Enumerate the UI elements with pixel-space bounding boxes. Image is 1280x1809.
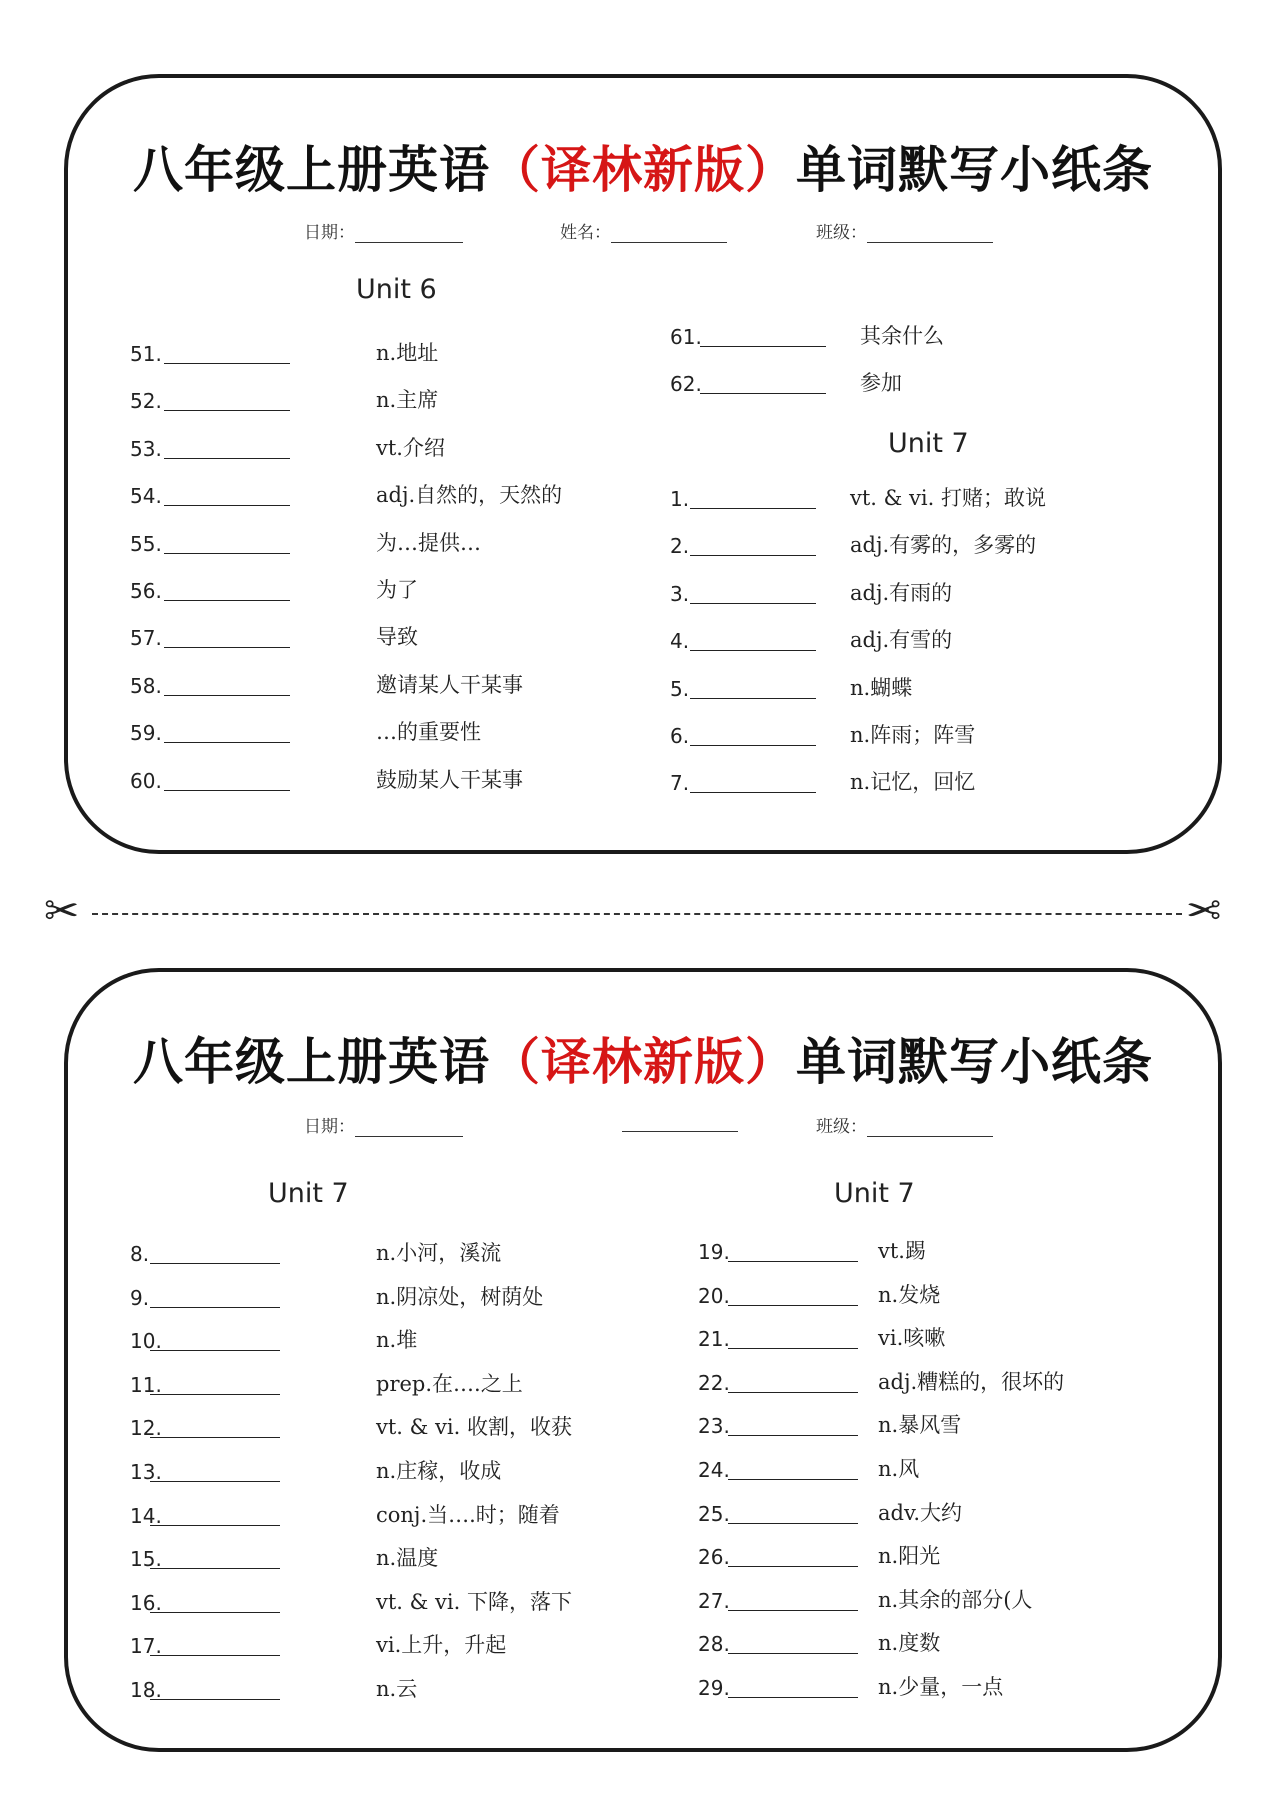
word-definition: 为…提供… — [376, 530, 481, 555]
name-field — [622, 1112, 738, 1132]
item-number: 15. — [130, 1547, 162, 1572]
word-row — [698, 1408, 1218, 1442]
word-row — [698, 1278, 1218, 1312]
answer-blank[interactable] — [728, 1435, 858, 1436]
unit-heading-left: Unit 6 — [356, 274, 437, 305]
item-number: 9. — [130, 1285, 150, 1310]
answer-blank[interactable] — [690, 698, 816, 699]
word-row — [130, 1367, 650, 1401]
item-number: 17. — [130, 1634, 162, 1659]
item-number: 53. — [130, 436, 162, 461]
answer-blank[interactable] — [150, 1307, 280, 1308]
answer-blank[interactable] — [150, 1568, 280, 1569]
item-number: 1. — [670, 487, 690, 511]
word-row — [670, 576, 1190, 610]
word-definition: n.发烧 — [878, 1282, 941, 1307]
word-definition: vi.咳嗽 — [878, 1326, 946, 1351]
word-row — [130, 1280, 650, 1314]
item-number: 6. — [670, 724, 690, 748]
word-definition: adj.有雪的 — [850, 628, 953, 653]
answer-blank[interactable] — [150, 1350, 280, 1351]
name-blank[interactable] — [611, 224, 727, 243]
word-definition: 导致 — [376, 625, 418, 650]
answer-blank[interactable] — [700, 393, 826, 394]
word-row — [130, 715, 650, 749]
word-row — [670, 481, 1190, 515]
worksheet-card-2 — [64, 968, 1222, 1752]
item-number: 60. — [130, 768, 162, 793]
item-number: 13. — [130, 1460, 162, 1484]
word-row — [670, 623, 1190, 657]
answer-blank[interactable] — [150, 1481, 280, 1482]
word-definition: n.堆 — [376, 1328, 418, 1353]
item-number: 18. — [130, 1678, 162, 1702]
word-row — [670, 528, 1190, 562]
answer-blank[interactable] — [150, 1655, 280, 1656]
class-label: 班级： — [816, 1117, 867, 1137]
answer-blank[interactable] — [690, 603, 816, 604]
answer-blank[interactable] — [164, 600, 290, 601]
word-row — [130, 1410, 650, 1444]
word-definition: n.阳光 — [878, 1544, 941, 1569]
word-definition: adj.糟糕的，很坏的 — [878, 1369, 1065, 1394]
answer-blank[interactable] — [164, 742, 290, 743]
word-definition: 邀请某人干某事 — [376, 672, 523, 697]
word-row — [698, 1452, 1218, 1486]
answer-blank[interactable] — [690, 792, 816, 793]
word-row — [698, 1583, 1218, 1617]
item-number: 29. — [698, 1676, 730, 1700]
word-row — [130, 1498, 650, 1532]
word-definition: vt.介绍 — [376, 435, 445, 460]
class-field — [816, 218, 993, 243]
answer-blank[interactable] — [164, 505, 290, 506]
word-definition: n.度数 — [878, 1631, 941, 1656]
answer-blank[interactable] — [728, 1479, 858, 1480]
answer-blank[interactable] — [690, 650, 816, 651]
word-definition: 为了 — [376, 578, 418, 602]
word-row — [130, 336, 650, 370]
answer-blank[interactable] — [164, 458, 290, 459]
item-number: 58. — [130, 673, 162, 698]
answer-blank[interactable] — [728, 1392, 858, 1393]
answer-blank[interactable] — [728, 1653, 858, 1654]
answer-blank[interactable] — [164, 695, 290, 696]
word-row — [698, 1365, 1218, 1399]
item-number: 26. — [698, 1545, 730, 1570]
word-definition: vt. & vi. 打赌；敢说 — [850, 486, 1046, 510]
class-field — [816, 1112, 993, 1137]
cut-line — [92, 913, 1182, 915]
answer-blank[interactable] — [150, 1612, 280, 1613]
card-title — [68, 1022, 1218, 1094]
answer-blank[interactable] — [690, 555, 816, 556]
date-label: 日期： — [304, 1117, 355, 1137]
word-row — [698, 1496, 1218, 1530]
unit-heading-right: Unit 7 — [888, 428, 969, 459]
answer-blank[interactable] — [150, 1525, 280, 1526]
item-number: 62. — [670, 372, 702, 396]
item-number: 25. — [698, 1501, 730, 1526]
item-number: 52. — [130, 389, 162, 414]
item-number: 3. — [670, 581, 690, 606]
title-edition: （译林新版） — [490, 140, 796, 199]
item-number: 61. — [670, 325, 702, 349]
title-main: 八年级上册英语 — [133, 140, 490, 199]
word-definition: conj.当….时；随着 — [376, 1502, 560, 1527]
item-number: 16. — [130, 1590, 162, 1615]
word-definition: n.暴风雪 — [878, 1413, 962, 1438]
class-label: 班级： — [816, 223, 867, 243]
name-blank[interactable] — [622, 1113, 738, 1132]
item-number: 57. — [130, 626, 162, 651]
word-definition: 参加 — [860, 371, 902, 395]
answer-blank[interactable] — [164, 410, 290, 411]
answer-blank[interactable] — [164, 790, 290, 791]
word-definition: n.庄稼，收成 — [376, 1459, 502, 1483]
item-number: 59. — [130, 721, 162, 746]
word-definition: n.风 — [878, 1457, 920, 1481]
word-definition: adj.有雨的 — [850, 580, 953, 605]
name-label: 姓名： — [560, 223, 611, 243]
title-main: 八年级上册英语 — [133, 1032, 490, 1091]
word-row — [670, 765, 1190, 799]
answer-blank[interactable] — [728, 1305, 858, 1306]
item-number: 5. — [670, 676, 690, 701]
word-row — [670, 319, 1190, 353]
word-row — [130, 1323, 650, 1357]
word-row — [130, 383, 650, 417]
unit-heading-left: Unit 7 — [268, 1178, 349, 1209]
word-row — [130, 526, 650, 560]
date-field — [304, 1112, 463, 1137]
word-definition: n.温度 — [376, 1546, 439, 1571]
word-row — [130, 763, 650, 797]
answer-blank[interactable] — [728, 1523, 858, 1524]
name-field — [560, 218, 727, 243]
item-number: 28. — [698, 1632, 730, 1657]
item-number: 7. — [670, 771, 690, 796]
word-row — [130, 1672, 650, 1706]
item-number: 11. — [130, 1372, 162, 1397]
worksheet-card-1 — [64, 74, 1222, 854]
answer-blank[interactable] — [164, 647, 290, 648]
item-number: 23. — [698, 1414, 730, 1439]
item-number: 4. — [670, 629, 690, 654]
answer-blank[interactable] — [700, 346, 826, 347]
item-number: 54. — [130, 484, 162, 509]
answer-blank[interactable] — [728, 1610, 858, 1611]
item-number: 21. — [698, 1327, 730, 1352]
answer-blank[interactable] — [728, 1697, 858, 1698]
item-number: 14. — [130, 1503, 162, 1528]
word-definition: n.蝴蝶 — [850, 675, 913, 700]
word-definition: vt. & vi. 收割，收获 — [376, 1415, 572, 1440]
word-definition: adj.有雾的，多雾的 — [850, 533, 1037, 558]
answer-blank[interactable] — [164, 553, 290, 554]
word-row — [130, 431, 650, 465]
class-blank[interactable] — [867, 224, 993, 243]
word-row — [130, 1585, 650, 1619]
item-number: 19. — [698, 1240, 730, 1264]
word-definition: 鼓励某人干某事 — [376, 767, 523, 792]
word-row — [698, 1234, 1218, 1268]
item-number: 2. — [670, 534, 690, 559]
word-definition: vi.上升，升起 — [376, 1633, 507, 1658]
word-row — [670, 366, 1190, 400]
unit-heading-right: Unit 7 — [834, 1178, 915, 1209]
item-number: 24. — [698, 1458, 730, 1482]
word-definition: n.阴凉处，树荫处 — [376, 1284, 544, 1309]
item-number: 55. — [130, 531, 162, 556]
date-field — [304, 218, 463, 243]
item-number: 8. — [130, 1242, 150, 1266]
word-definition: …的重要性 — [376, 720, 481, 745]
word-definition: n.云 — [376, 1677, 418, 1701]
word-row — [130, 1454, 650, 1488]
word-row — [130, 1628, 650, 1662]
answer-blank[interactable] — [690, 745, 816, 746]
answer-blank[interactable] — [728, 1261, 858, 1262]
word-row — [698, 1670, 1218, 1704]
item-number: 10. — [130, 1329, 162, 1354]
answer-blank[interactable] — [150, 1394, 280, 1395]
item-number: 22. — [698, 1370, 730, 1395]
item-number: 12. — [130, 1416, 162, 1441]
answer-blank[interactable] — [150, 1437, 280, 1438]
class-blank[interactable] — [867, 1118, 993, 1137]
word-row — [130, 478, 650, 512]
word-definition: prep.在….之上 — [376, 1371, 523, 1396]
date-label: 日期： — [304, 223, 355, 243]
word-row — [698, 1321, 1218, 1355]
item-number: 51. — [130, 342, 162, 366]
title-edition: （译林新版） — [490, 1032, 796, 1091]
word-definition: n.小河，溪流 — [376, 1241, 502, 1265]
answer-blank[interactable] — [150, 1263, 280, 1264]
word-definition: n.主席 — [376, 388, 439, 413]
word-row — [130, 668, 650, 702]
scissors-icon: ✂ — [1186, 886, 1222, 935]
scissors-icon: ✂ — [44, 886, 80, 935]
title-sub: 单词默写小纸条 — [796, 140, 1153, 199]
word-definition: n.记忆，回忆 — [850, 770, 976, 795]
date-blank[interactable] — [355, 1118, 463, 1137]
word-row — [670, 671, 1190, 705]
item-number: 56. — [130, 579, 162, 603]
answer-blank[interactable] — [150, 1699, 280, 1700]
word-row — [670, 718, 1190, 752]
word-definition: n.阵雨；阵雪 — [850, 723, 976, 747]
title-sub: 单词默写小纸条 — [796, 1032, 1153, 1091]
word-definition: 其余什么 — [860, 324, 944, 348]
answer-blank[interactable] — [164, 363, 290, 364]
word-row — [130, 620, 650, 654]
word-row — [130, 1236, 650, 1270]
word-definition: adj.自然的，天然的 — [376, 483, 563, 508]
word-row — [130, 573, 650, 607]
word-definition: vt. & vi. 下降，落下 — [376, 1589, 572, 1614]
word-row — [698, 1539, 1218, 1573]
word-row — [698, 1626, 1218, 1660]
card-title — [68, 130, 1218, 202]
word-definition: n.少量，一点 — [878, 1675, 1004, 1699]
word-definition: adv.大约 — [878, 1500, 963, 1525]
answer-blank[interactable] — [690, 508, 816, 509]
item-number: 20. — [698, 1283, 730, 1308]
answer-blank[interactable] — [728, 1348, 858, 1349]
word-definition: n.其余的部分(人 — [878, 1587, 1033, 1612]
word-definition: n.地址 — [376, 341, 439, 365]
word-definition: vt.踢 — [878, 1239, 926, 1263]
word-row — [130, 1541, 650, 1575]
answer-blank[interactable] — [728, 1566, 858, 1567]
item-number: 27. — [698, 1588, 730, 1613]
date-blank[interactable] — [355, 224, 463, 243]
